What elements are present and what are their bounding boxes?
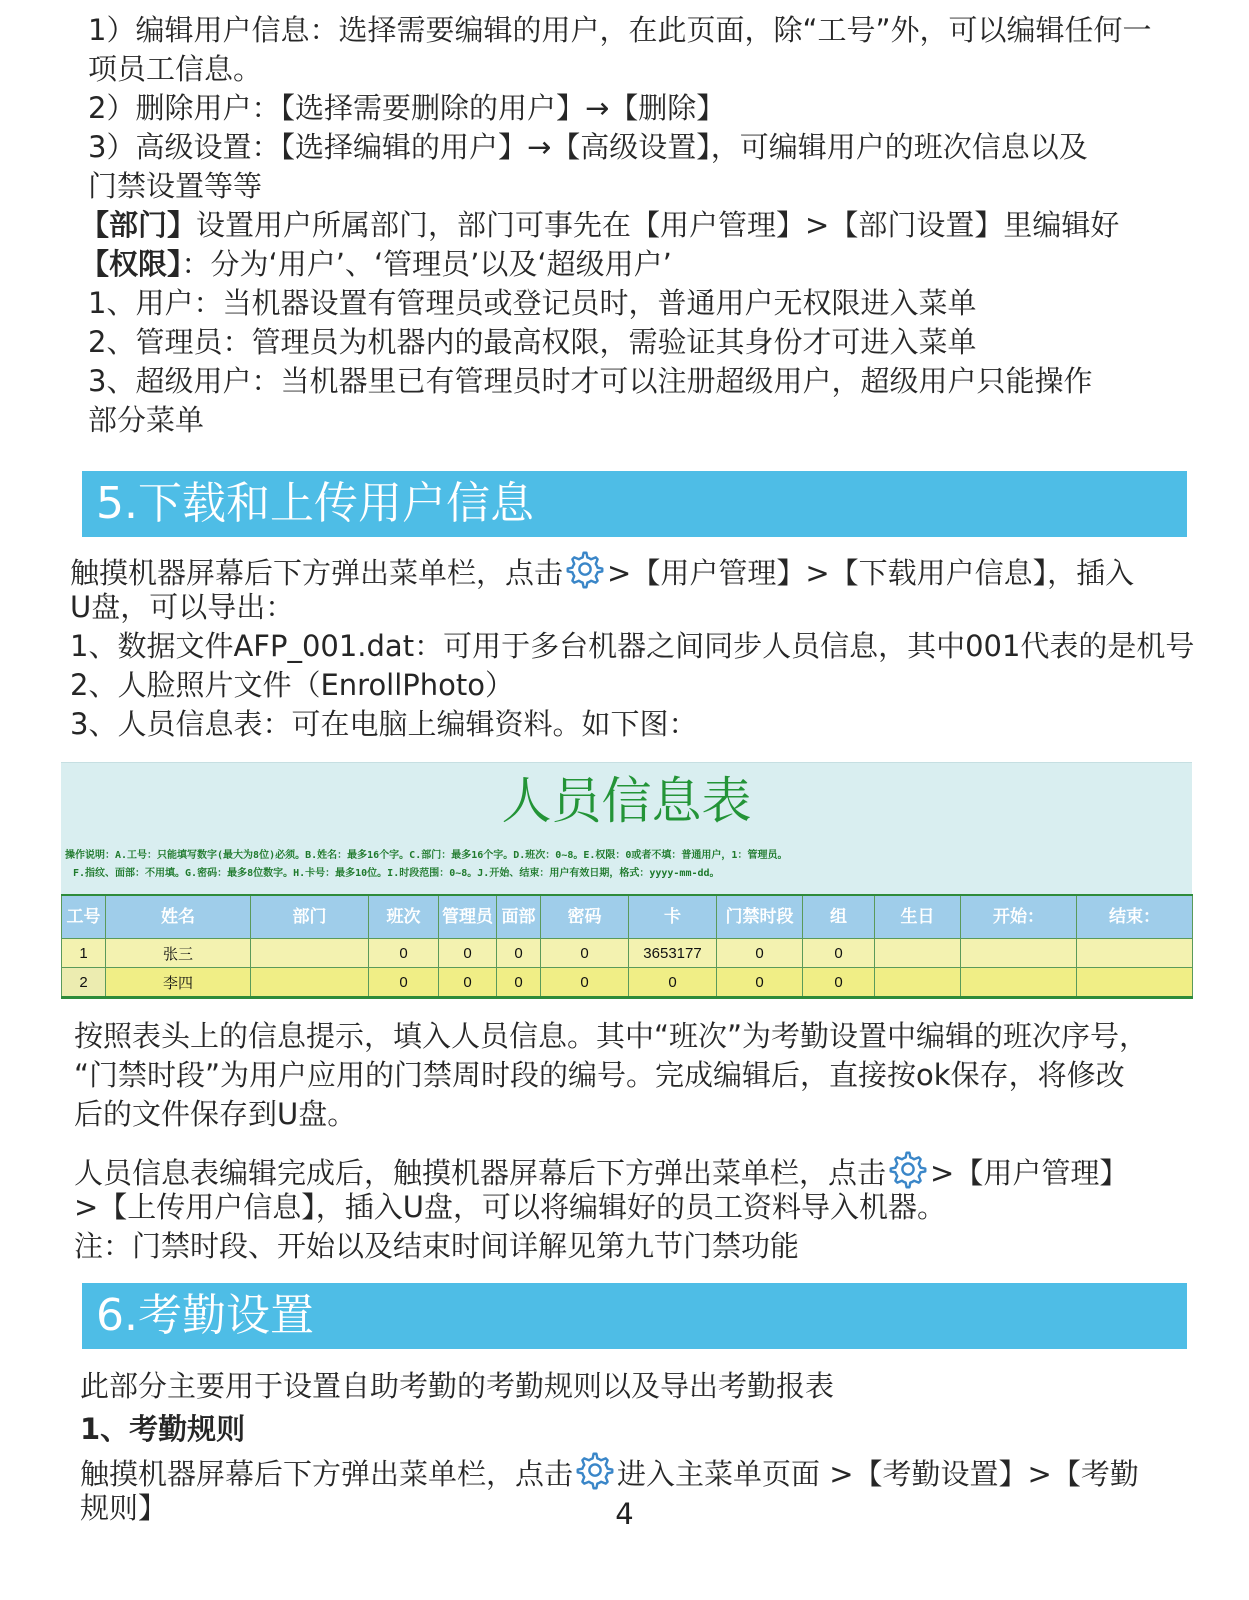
- perm-text: ：分为‘用户’、‘管理员’以及‘超级用户’: [181, 247, 672, 281]
- table-cell: [251, 939, 369, 968]
- table-cell: 0: [369, 939, 439, 968]
- col-header: 生日: [875, 895, 961, 939]
- table-cell: 0: [717, 939, 803, 968]
- intro-post: >【用户管理】>【下载用户信息】，插入: [607, 556, 1135, 590]
- text-line: 项员工信息。: [88, 52, 263, 86]
- table-cell: 0: [803, 968, 875, 998]
- table-cell: [251, 968, 369, 998]
- section-5-title: 5.下载和上传用户信息: [96, 478, 534, 529]
- table-cell: [1077, 939, 1193, 968]
- gear-icon: [574, 1450, 616, 1492]
- table-cell: 1: [62, 939, 106, 968]
- dept-label: 【部门】: [80, 208, 197, 242]
- upload-intro: [74, 1149, 1128, 1193]
- table-cell: 0: [717, 968, 803, 998]
- col-header: 密码: [541, 895, 629, 939]
- col-header: 姓名: [106, 895, 251, 939]
- table-cell: 0: [497, 939, 541, 968]
- text-line: 2、人脸照片文件（EnrollPhoto）: [70, 668, 515, 702]
- text-line: 按照表头上的信息提示，填入人员信息。其中“班次”为考勤设置中编辑的班次序号，: [74, 1019, 1149, 1053]
- col-header: 门禁时段: [717, 895, 803, 939]
- table-cell: 0: [803, 939, 875, 968]
- table-cell: 0: [541, 968, 629, 998]
- text-line: “门禁时段”为用户应用的门禁周时段的编号。完成编辑后，直接按ok保存，将修改: [74, 1058, 1125, 1092]
- col-header: 结束：: [1077, 895, 1193, 939]
- nav-pre: 触摸机器屏幕后下方弹出菜单栏，点击: [80, 1457, 574, 1491]
- table-cell: [1077, 968, 1193, 998]
- table-row: [62, 939, 1193, 968]
- table-cell: 0: [369, 968, 439, 998]
- sheet-title: 人员信息表: [501, 772, 752, 830]
- col-header: 卡: [629, 895, 717, 939]
- intro-pre: 触摸机器屏幕后下方弹出菜单栏，点击: [70, 556, 564, 590]
- subheading-text: 1、考勤规则: [80, 1412, 246, 1446]
- col-header: 管理员: [439, 895, 497, 939]
- text-line: 部分菜单: [88, 403, 205, 437]
- table-cell: 0: [629, 968, 717, 998]
- col-header: 组: [803, 895, 875, 939]
- text-line: 规则】: [80, 1491, 168, 1525]
- text-line: 此部分主要用于设置自助考勤的考勤规则以及导出考勤报表: [80, 1369, 835, 1403]
- table-cell: 0: [439, 939, 497, 968]
- table-cell: 0: [541, 939, 629, 968]
- text-line: 3）高级设置：【选择编辑的用户】→【高级设置】，可编辑用户的班次信息以及: [88, 130, 1088, 164]
- text-line: 2）删除用户：【选择需要删除的用户】→【删除】: [88, 91, 726, 125]
- upload-pre: 人员信息表编辑完成后，触摸机器屏幕后下方弹出菜单栏，点击: [74, 1156, 887, 1190]
- section-6-nav: [80, 1450, 1139, 1494]
- section-5-intro: [70, 549, 1134, 593]
- col-header: 面部: [497, 895, 541, 939]
- gear-icon: [887, 1149, 929, 1191]
- table-cell: 李四: [106, 968, 251, 998]
- nav-post: 进入主菜单页面 >【考勤设置】>【考勤: [617, 1457, 1139, 1491]
- text-line: 2、管理员：管理员为机器内的最高权限，需验证其身份才可进入菜单: [88, 325, 977, 359]
- sheet-note-2: F.指纹、面部：不用填。G.密码：最多8位数字。H.卡号：最多10位。I.时段范围：0~8。J.开始、结束：用户有效日期，格式：yyyy-mm-dd。: [73, 868, 720, 879]
- dept-line: [80, 206, 1119, 245]
- table-row: [62, 968, 1193, 998]
- section-6-banner: [82, 1283, 1187, 1349]
- col-header: 工号: [62, 895, 106, 939]
- text-line: 后的文件保存到U盘。: [74, 1097, 357, 1131]
- section-6-title: 6.考勤设置: [96, 1290, 314, 1341]
- table-header-row: [62, 895, 1193, 939]
- user-info-spreadsheet: [61, 762, 1192, 995]
- table-cell: 3653177: [629, 939, 717, 968]
- gear-icon: [564, 549, 606, 591]
- table-cell: [961, 939, 1077, 968]
- text-line: 3、超级用户：当机器里已有管理员时才可以注册超级用户，超级用户只能操作: [88, 364, 1093, 398]
- sheet-note-1: 操作说明：A.工号：只能填写数字(最大为8位)必须。B.姓名：最多16个字。C.部门：最多16个字。D.班次：0~8。E.权限：0或者不填：普通用户，1：管理员。: [65, 850, 788, 861]
- section-5-banner: [82, 471, 1187, 537]
- upload-post: >【用户管理】: [930, 1156, 1129, 1190]
- text-line: 1、用户：当机器设置有管理员或登记员时，普通用户无权限进入菜单: [88, 286, 977, 320]
- table-cell: 0: [497, 968, 541, 998]
- text-line: 3、人员信息表：可在电脑上编辑资料。如下图：: [70, 707, 698, 741]
- perm-label: 【权限】: [80, 247, 182, 281]
- col-header: 开始：: [961, 895, 1077, 939]
- subheading: [80, 1410, 245, 1449]
- note-line: 注：门禁时段、开始以及结束时间详解见第九节门禁功能: [74, 1229, 800, 1263]
- col-header: 班次: [369, 895, 439, 939]
- text-line: 1）编辑用户信息：选择需要编辑的用户，在此页面，除“工号”外，可以编辑任何一: [88, 13, 1152, 47]
- sheet-table: [61, 894, 1193, 999]
- table-cell: 2: [62, 968, 106, 998]
- dept-text: 设置用户所属部门，部门可事先在【用户管理】>【部门设置】里编辑好: [196, 208, 1120, 242]
- table-cell: [961, 968, 1077, 998]
- text-line: U盘，可以导出：: [70, 590, 295, 624]
- table-cell: 张三: [106, 939, 251, 968]
- table-cell: [875, 968, 961, 998]
- perm-line: [80, 245, 672, 284]
- table-cell: [875, 939, 961, 968]
- text-line: 门禁设置等等: [88, 169, 263, 203]
- table-cell: 0: [439, 968, 497, 998]
- text-line: >【上传用户信息】，插入U盘，可以将编辑好的员工资料导入机器。: [74, 1190, 947, 1224]
- page-number: 4: [615, 1497, 634, 1531]
- text-line: 1、数据文件AFP_001.dat：可用于多台机器之间同步人员信息，其中001代表的是机号: [70, 629, 1195, 663]
- col-header: 部门: [251, 895, 369, 939]
